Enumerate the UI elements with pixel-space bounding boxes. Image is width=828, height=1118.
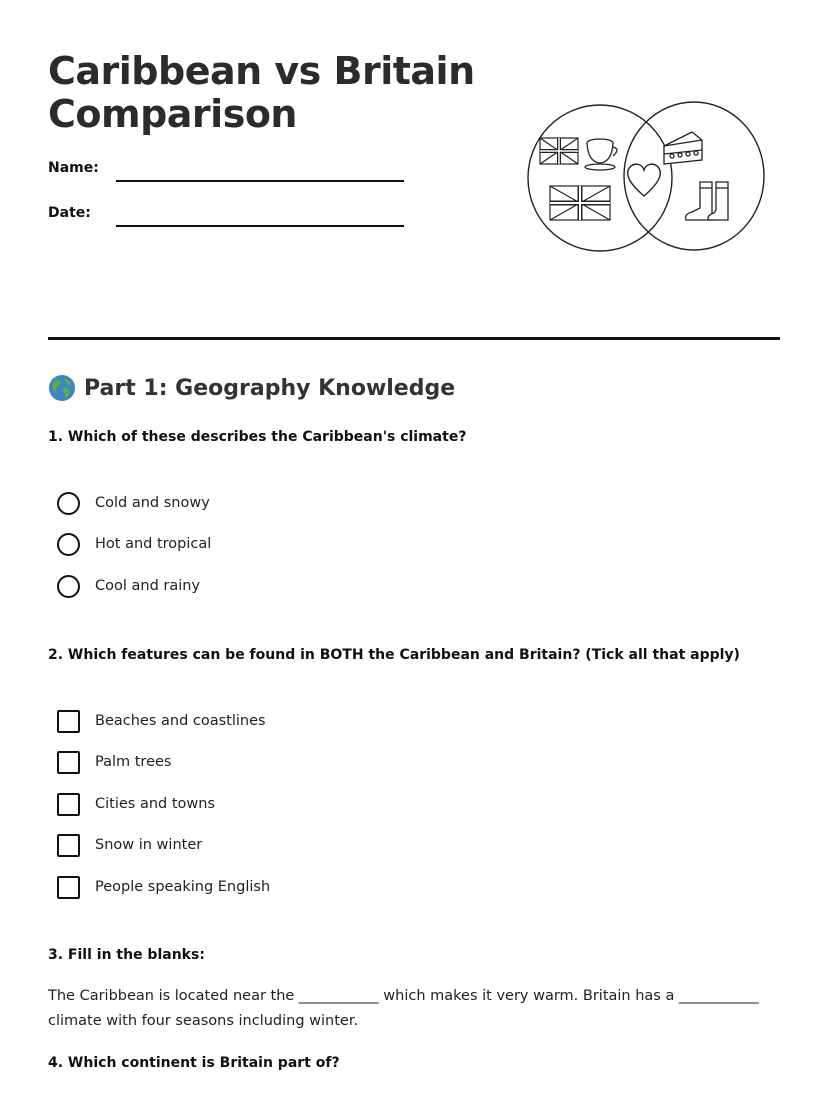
q2-option-snow-winter[interactable] [57, 832, 202, 858]
q2-option-english[interactable] [57, 874, 270, 900]
option-label: People speaking English [95, 879, 271, 895]
teacup-icon [585, 139, 617, 170]
option-label: Palm trees [95, 754, 172, 770]
q2-option-beaches[interactable] [57, 708, 266, 734]
globe-icon [48, 374, 76, 402]
option-label: Cities and towns [95, 796, 216, 812]
q1-option-cool-rainy[interactable] [57, 573, 200, 599]
union-jack-icon [550, 186, 610, 220]
heart-icon [628, 164, 661, 196]
title-line-2: Comparison [48, 92, 297, 136]
date-field[interactable] [116, 225, 404, 227]
option-label: Beaches and coastlines [95, 713, 266, 729]
section-heading [48, 374, 455, 402]
checkbox[interactable] [57, 876, 80, 899]
radio-button[interactable] [57, 492, 80, 515]
wellington-boots-icon [686, 182, 728, 220]
option-label: Cool and rainy [95, 578, 201, 594]
radio-button[interactable] [57, 575, 80, 598]
question-2: 2. Which features can be found in BOTH the Caribbean and Britain? (Tick all that apply) [48, 647, 740, 663]
fill-in-blanks-sentence[interactable]: The Caribbean is located near the ___________ which makes it very warm. Britain has a ___________ climate with four seasons including winter. [48, 988, 759, 1029]
question-1: 1. Which of these describes the Caribbean's climate? [48, 429, 467, 445]
name-field[interactable] [116, 180, 404, 182]
option-label: Snow in winter [95, 837, 203, 853]
radio-button[interactable] [57, 533, 80, 556]
venn-diagram-illustration [522, 96, 772, 260]
date-label: Date: [48, 205, 91, 221]
option-label: Hot and tropical [95, 536, 212, 552]
name-label: Name: [48, 160, 99, 176]
page-title [48, 50, 508, 136]
q1-option-hot-tropical[interactable] [57, 531, 211, 557]
cake-icon [664, 132, 702, 164]
q2-option-cities-towns[interactable] [57, 791, 215, 817]
checkbox[interactable] [57, 710, 80, 733]
question-4: 4. Which continent is Britain part of? [48, 1055, 340, 1071]
union-jack-icon [540, 138, 578, 164]
checkbox[interactable] [57, 834, 80, 857]
q1-option-cold-snowy[interactable] [57, 490, 210, 516]
checkbox[interactable] [57, 751, 80, 774]
q2-option-palm-trees[interactable] [57, 749, 171, 775]
option-label: Cold and snowy [95, 495, 210, 511]
question-3: 3. Fill in the blanks: [48, 947, 205, 963]
section-title: Part 1: Geography Knowledge [84, 375, 456, 401]
checkbox[interactable] [57, 793, 80, 816]
title-line-1: Caribbean vs Britain [48, 49, 475, 93]
section-divider [48, 337, 780, 340]
